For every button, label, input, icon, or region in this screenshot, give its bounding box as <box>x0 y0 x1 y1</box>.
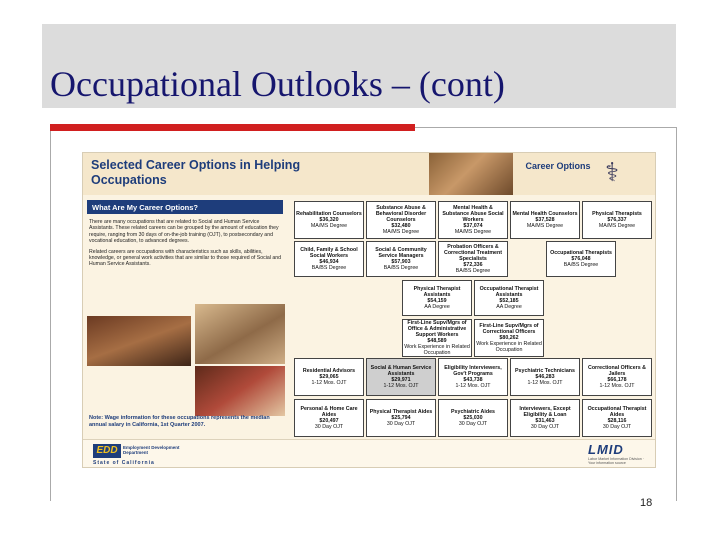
career-title: Psychiatric Aides <box>451 409 495 415</box>
career-requirement: BA/BS Degree <box>563 262 599 268</box>
frame-left <box>50 131 51 501</box>
career-title: Child, Family & School Social Workers <box>300 247 358 259</box>
career-salary: $52,185 <box>499 298 519 304</box>
career-requirement: 30 Day OJT <box>314 424 344 430</box>
lmid-mark: LMID <box>588 442 624 457</box>
career-requirement: 1-12 Mos. OJT <box>383 383 419 389</box>
career-requirement: Work Experience in Related Occupation <box>404 344 470 356</box>
career-salary: $46,934 <box>319 259 339 265</box>
career-box <box>474 280 544 316</box>
career-requirement: 1-12 Mos. OJT <box>311 380 347 386</box>
career-requirement: MA/MS Degree <box>598 223 636 229</box>
career-salary: $46,283 <box>535 374 555 380</box>
edd-logo <box>93 444 185 466</box>
edd-mark: EDD <box>93 444 121 458</box>
career-salary: $76,337 <box>607 217 627 223</box>
career-box <box>510 399 580 437</box>
career-title: Occupational Therapist Aides <box>587 406 647 418</box>
career-box <box>510 201 580 239</box>
career-title: Social & Community Service Managers <box>375 247 427 259</box>
career-box <box>294 399 364 437</box>
career-box <box>582 358 652 396</box>
career-salary: $80,262 <box>499 335 519 341</box>
career-salary: $29,971 <box>391 377 411 383</box>
career-requirement: 30 Day OJT <box>530 424 560 430</box>
career-title: Correctional Officers & Jailers <box>588 365 646 377</box>
edd-name: Employment Development Department <box>123 445 180 455</box>
career-title: Physical Therapists <box>592 211 642 217</box>
career-salary: $32,480 <box>391 223 411 229</box>
poster-footer <box>83 439 656 468</box>
career-options-label: Career Options <box>525 161 591 171</box>
career-requirement: 30 Day OJT <box>458 421 488 427</box>
career-box <box>366 358 436 396</box>
career-salary: $31,463 <box>535 418 555 424</box>
career-requirement: 30 Day OJT <box>602 424 632 430</box>
career-requirement: 30 Day OJT <box>386 421 416 427</box>
career-box <box>438 399 508 437</box>
career-salary: $25,794 <box>391 415 411 421</box>
career-title: Eligibility Interviewers, Gov't Programs <box>444 365 502 377</box>
career-requirement: MA/MS Degree <box>310 223 348 229</box>
slide-title: Occupational Outlooks – (cont) <box>50 64 505 104</box>
career-salary: $36,320 <box>319 217 339 223</box>
career-salary: $28,116 <box>607 418 627 424</box>
divider-line <box>415 127 676 128</box>
career-title: Probation Officers & Correctional Treatment Specialists <box>444 244 502 262</box>
career-salary: $48,589 <box>427 338 447 344</box>
career-salary: $43,738 <box>463 377 483 383</box>
career-requirement: 1-12 Mos. OJT <box>599 383 635 389</box>
career-box <box>546 241 616 277</box>
career-requirement: Work Experience in Related Occupation <box>476 341 542 353</box>
page-number: 18 <box>640 497 653 509</box>
career-requirement: MA/MS Degree <box>526 223 564 229</box>
career-box <box>366 241 436 277</box>
career-salary: $20,497 <box>319 418 339 424</box>
career-box <box>366 399 436 437</box>
career-requirement: MA/MS Degree <box>454 229 492 235</box>
career-box <box>510 358 580 396</box>
career-title: Personal & Home Care Aides <box>300 406 358 418</box>
career-salary: $54,159 <box>427 298 447 304</box>
left-paragraph: Related careers are occupations with characteristics such as skills, abilities, knowledge, or general work activities that are similar to those required of Social and Human Service Assistants. <box>89 248 282 268</box>
career-box <box>402 319 472 357</box>
career-salary: $37,528 <box>535 217 555 223</box>
left-heading: What Are My Career Options? <box>87 200 283 214</box>
career-title: Occupational Therapists <box>550 250 612 256</box>
career-title: Substance Abuse & Behavioral Disorder Counselors <box>375 205 427 223</box>
career-box <box>402 280 472 316</box>
career-title: First-Line Supv/Mgrs of Correctional Officers <box>479 323 539 335</box>
career-box <box>438 358 508 396</box>
people-photo <box>429 153 513 195</box>
career-salary: $66,178 <box>607 377 627 383</box>
career-title: Rehabilitation Counselors <box>296 211 362 217</box>
career-title: Occupational Therapist Assistants <box>479 286 539 298</box>
career-title: Mental Health Counselors <box>512 211 578 217</box>
career-salary: $72,336 <box>463 262 483 268</box>
wage-note: Note: Wage information for these occupations represents the median annual salary in California, 1st Quarter 2007. <box>89 415 270 428</box>
career-title: Physical Therapist Aides <box>369 409 433 415</box>
career-salary: $25,030 <box>463 415 483 421</box>
career-salary: $29,065 <box>319 374 339 380</box>
library-photo <box>87 316 191 366</box>
accent-bar <box>50 124 415 131</box>
left-text <box>89 219 285 272</box>
career-requirement: 1-12 Mos. OJT <box>527 380 563 386</box>
career-requirement: BA/BS Degree <box>455 268 491 274</box>
left-paragraph: There are many occupations that are related to Social and Human Service Assistants. These related careers can be grouped by the amount of education they require, ranging from 30 days of on-the-job training (OJT), to postsecondary and vocational education, to advanced degrees. <box>89 219 279 245</box>
career-poster <box>82 152 656 468</box>
career-box <box>582 201 652 239</box>
career-title: Residential Advisors <box>302 368 356 374</box>
career-box <box>438 241 508 277</box>
poster-title: Selected Career Options in Helping Occupations <box>91 158 301 187</box>
career-box <box>294 358 364 396</box>
career-box <box>366 201 436 239</box>
career-requirement: AA Degree <box>496 304 522 310</box>
career-box <box>582 399 652 437</box>
frame-right <box>676 127 677 501</box>
career-box <box>294 201 364 239</box>
counseling-photo <box>195 304 285 364</box>
career-requirement: BA/BS Degree <box>383 265 419 271</box>
career-box <box>294 241 364 277</box>
caregiver-photo <box>195 366 285 416</box>
career-requirement: AA Degree <box>424 304 450 310</box>
career-title: Social & Human Service Assistants <box>370 365 432 377</box>
lmid-subtitle: Labor Market Information Division · Your information source <box>588 457 644 465</box>
edd-state: State of California <box>93 460 155 466</box>
career-title: Psychiatric Technicians <box>515 368 575 374</box>
career-salary: $57,903 <box>391 259 411 265</box>
caduceus-icon: ⚕ <box>605 157 620 187</box>
career-requirement: BA/BS Degree <box>311 265 347 271</box>
career-salary: $37,074 <box>463 223 483 229</box>
career-title: Mental Health & Substance Abuse Social Workers <box>442 205 504 223</box>
career-box <box>474 319 544 357</box>
career-salary: $76,048 <box>571 256 591 262</box>
career-title: Physical Therapist Assistants <box>413 286 461 298</box>
lmid-logo <box>588 443 652 467</box>
career-title: First-Line Supv/Mgrs of Office & Administrative Support Workers <box>407 320 467 338</box>
career-title: Interviewers, Except Eligibility & Loan <box>519 406 571 418</box>
career-box <box>438 201 508 239</box>
career-requirement: 1-12 Mos. OJT <box>455 383 491 389</box>
career-requirement: MA/MS Degree <box>382 229 420 235</box>
